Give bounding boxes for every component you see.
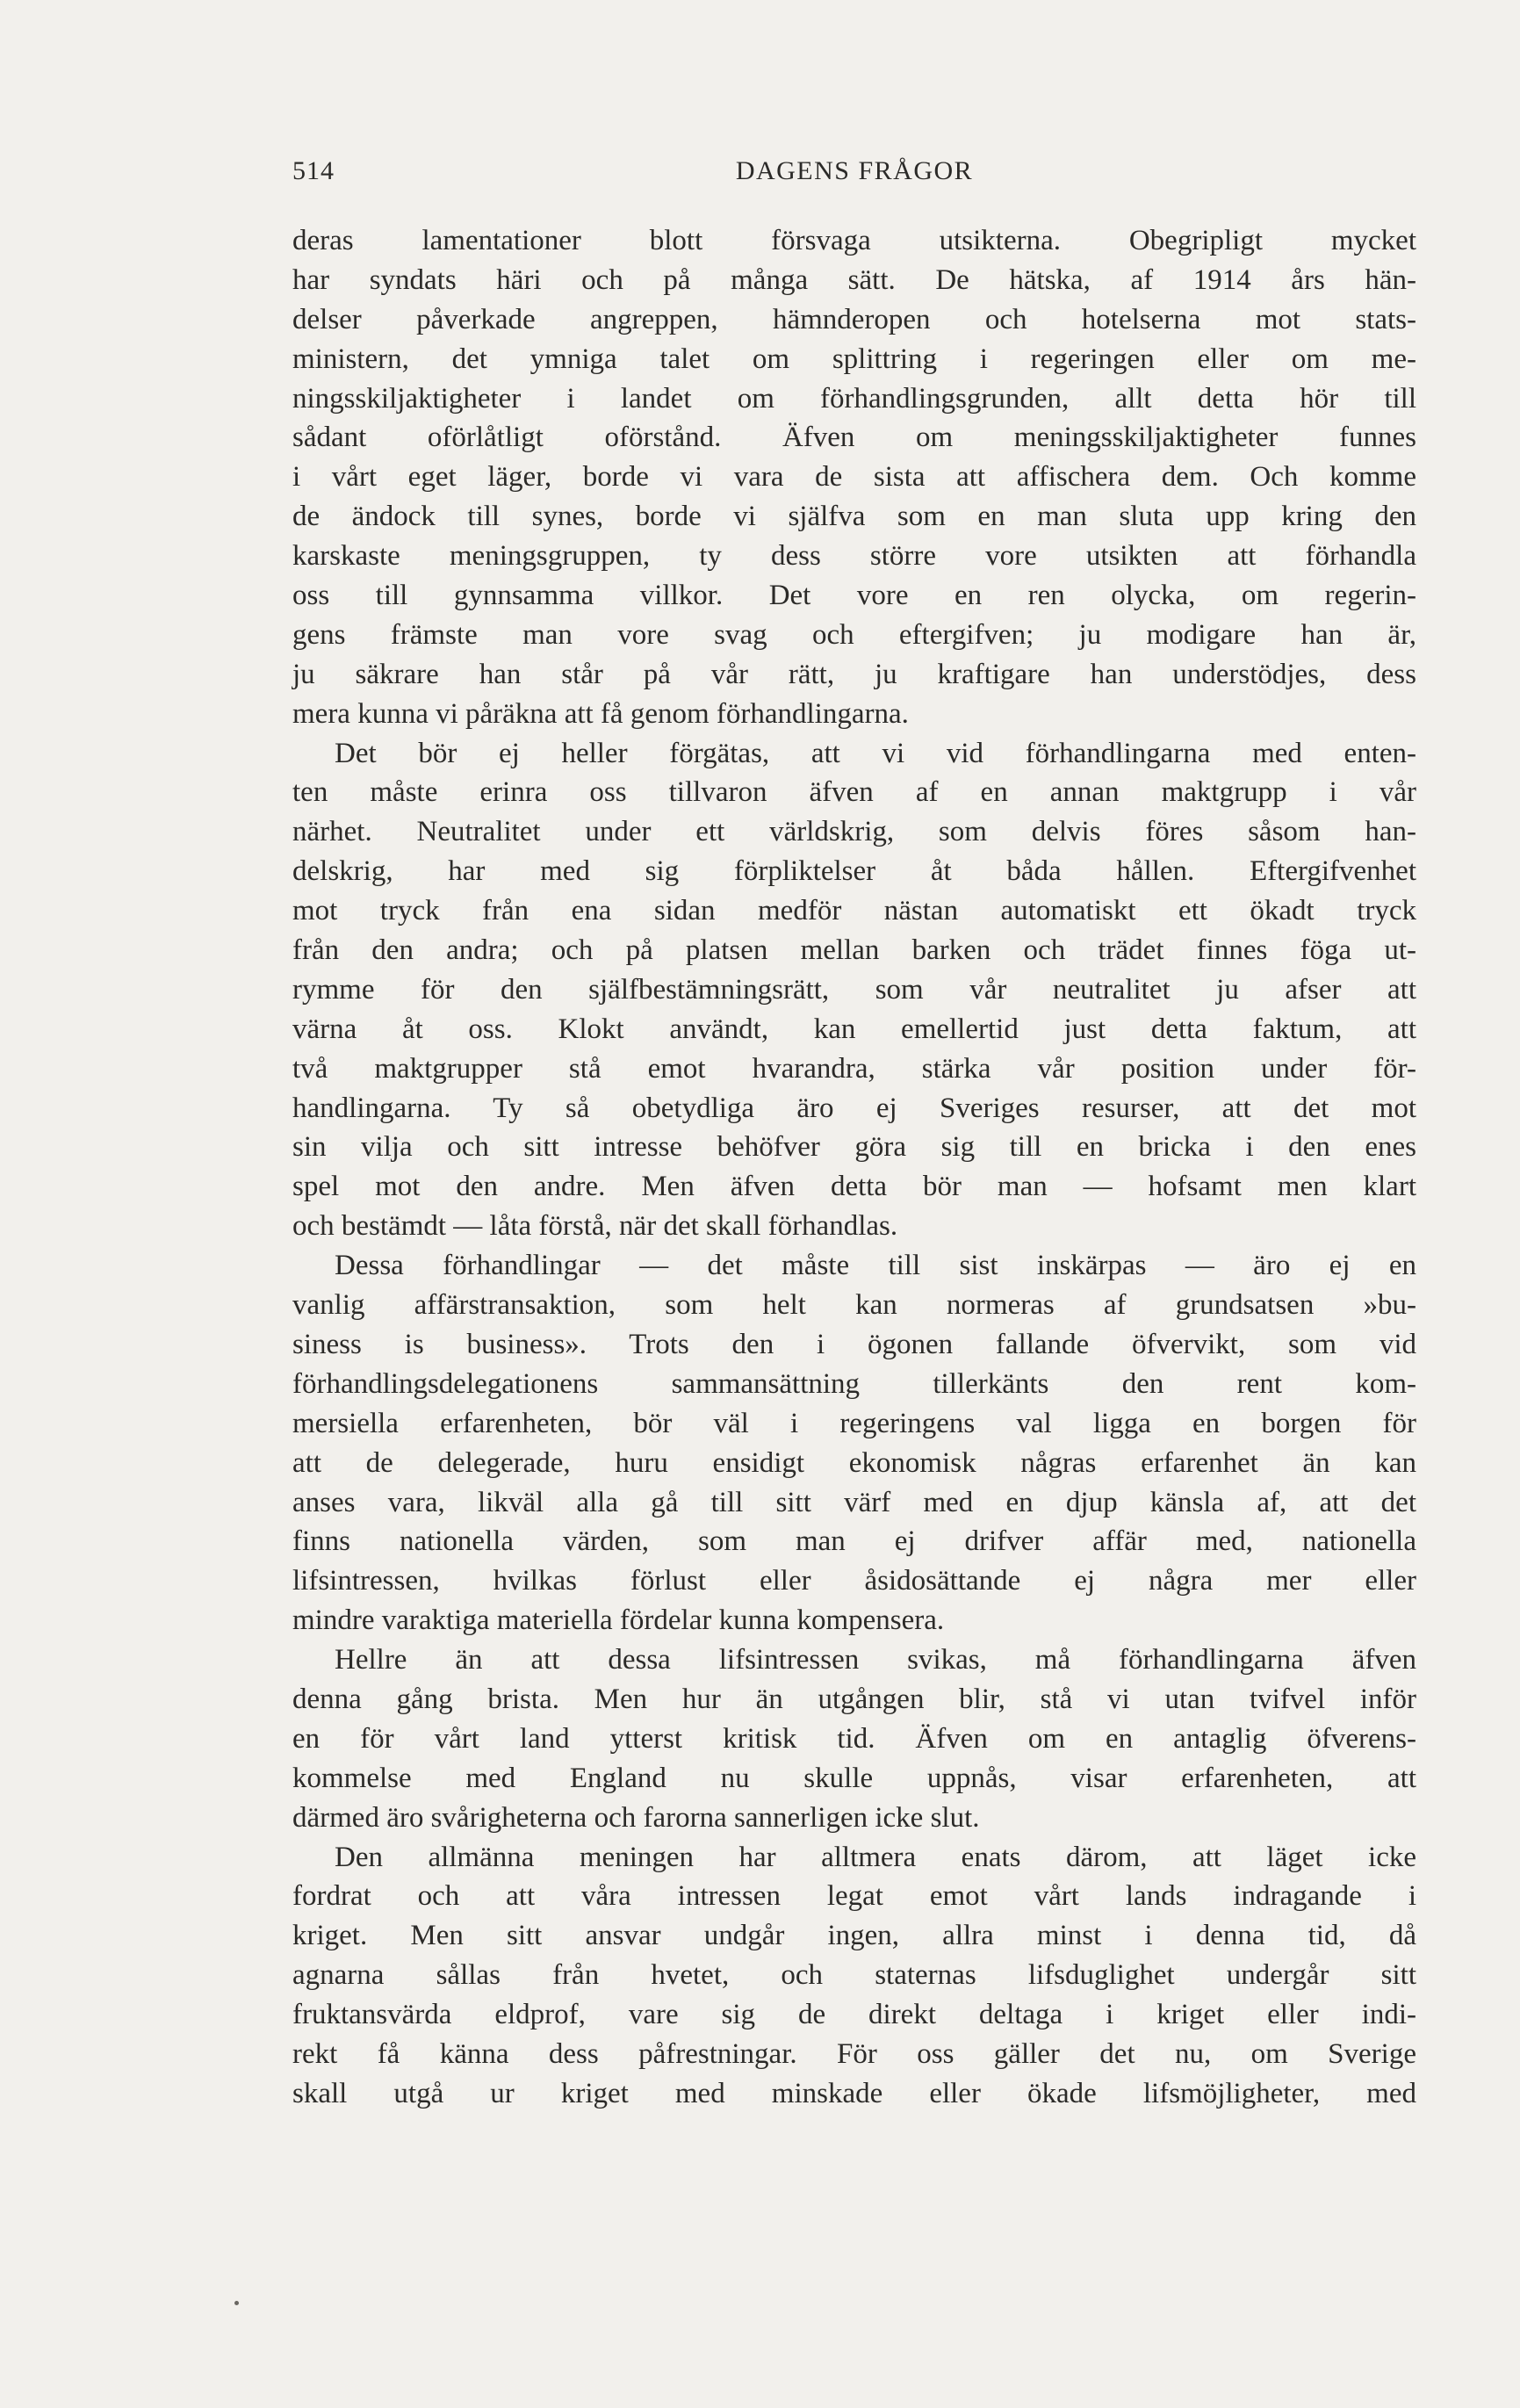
- text-line: kommelse med England nu skulle uppnås, visar erfarenheten, att: [292, 1762, 1416, 1794]
- text-line: Dessa förhandlingar — det måste till sist inskärpas — äro ej en: [335, 1250, 1416, 1282]
- text-line: sin vilja och sitt intresse behöfver göra sig till en bricka i den enes: [292, 1131, 1416, 1164]
- journal-title: DAGENS FRÅGOR: [735, 156, 974, 185]
- text-line: skall utgå ur kriget med minskade eller ökade lifsmöjligheter, med: [292, 2077, 1416, 2109]
- text-line: från den andra; och på platsen mellan barken och trädet finnes föga ut-: [292, 934, 1416, 967]
- text-line: vanlig affärstransaktion, som helt kan normeras af grundsatsen »bu-: [292, 1289, 1416, 1322]
- text-line: anses vara, likväl alla gå till sitt värf med en djup känsla af, att det: [292, 1486, 1416, 1518]
- print-speck: [234, 2301, 239, 2305]
- text-line: siness is business». Trots den i ögonen fallande öfvervikt, som vid: [292, 1328, 1416, 1360]
- text-line: en för vårt land ytterst kritisk tid. Äfven om en antaglig öfverens-: [292, 1722, 1416, 1755]
- text-line: därmed äro svårigheterna och farorna sannerligen icke slut.: [292, 1801, 980, 1834]
- text-line: delser påverkade angreppen, hämnderopen och hotelserna mot stats-: [292, 303, 1416, 335]
- text-line: fruktansvärda eldprof, vare sig de direkt deltaga i kriget eller indi-: [292, 1999, 1416, 2031]
- text-line: deras lamentationer blott försvaga utsikterna. Obegripligt mycket: [292, 225, 1416, 256]
- text-line: närhet. Neutralitet under ett världskrig, som delvis föres såsom han-: [292, 816, 1416, 848]
- text-line: handlingarna. Ty så obetydliga äro ej Sveriges resurser, att det mot: [292, 1092, 1416, 1124]
- running-head: [292, 156, 1416, 195]
- text-line: mot tryck från ena sidan medför nästan automatiskt ett ökadt tryck: [292, 895, 1416, 927]
- text-line: och bestämdt — låta förstå, när det skall förhandlas.: [292, 1210, 898, 1243]
- text-line: mersiella erfarenheten, bör väl i regeringens val ligga en borgen för: [292, 1407, 1416, 1439]
- text-line: oss till gynnsamma villkor. Det vore en ren olycka, om regerin-: [292, 580, 1416, 612]
- text-line: att de delegerade, huru ensidigt ekonomisk någras erfarenhet än kan: [292, 1446, 1416, 1479]
- text-line: spel mot den andre. Men äfven detta bör man — hofsamt men klart: [292, 1171, 1416, 1203]
- text-line: Den allmänna meningen har alltmera enats därom, att läget icke: [335, 1841, 1416, 1873]
- text-line: Det bör ej heller förgätas, att vi vid förhandlingarna med enten-: [335, 737, 1416, 769]
- text-line: förhandlingsdelegationens sammansättning tillerkänts den rent kom-: [292, 1367, 1416, 1400]
- text-line: rekt få känna dess påfrestningar. För oss gäller det nu, om Sverige: [292, 2037, 1416, 2070]
- text-line: agnarna sållas från hvetet, och staternas lifsduglighet undergår sitt: [292, 1959, 1416, 1992]
- body-text: [292, 221, 1416, 2114]
- text-line: delskrig, har med sig förpliktelser åt båda hållen. Eftergifvenhet: [292, 855, 1416, 888]
- text-line: Hellre än att dessa lifsintressen svikas, må förhandlingarna äfven: [335, 1644, 1416, 1676]
- text-line: finns nationella värden, som man ej drifver affär med, nationella: [292, 1525, 1416, 1558]
- text-line: värna åt oss. Klokt användt, kan emellertid just detta faktum, att: [292, 1013, 1416, 1045]
- text-line: kriget. Men sitt ansvar undgår ingen, allra minst i denna tid, då: [292, 1920, 1416, 1952]
- text-line: har syndats häri och på många sätt. De hätska, af 1914 års hän-: [292, 263, 1416, 296]
- text-line: ten måste erinra oss tillvaron äfven af en annan maktgrupp i vår: [292, 776, 1416, 809]
- text-line: fordrat och att våra intressen legat emot vårt lands indragande i: [292, 1880, 1416, 1913]
- text-line: mera kunna vi påräkna att få genom förhandlingarna.: [292, 697, 909, 730]
- text-line: ju säkrare han står på vår rätt, ju kraftigare han understödjes, dess: [292, 658, 1416, 690]
- text-line: karskaste meningsgruppen, ty dess större vore utsikten att förhandla: [292, 540, 1416, 573]
- text-line: denna gång brista. Men hur än utgången blir, stå vi utan tvifvel inför: [292, 1683, 1416, 1715]
- text-line: lifsintressen, hvilkas förlust eller åsidosättande ej några mer eller: [292, 1565, 1416, 1597]
- page-number: 514: [292, 156, 335, 185]
- text-line: sådant oförlåtligt oförstånd. Äfven om meningsskiljaktigheter funnes: [292, 422, 1416, 454]
- text-line: ministern, det ymniga talet om splittring i regeringen eller om me-: [292, 342, 1416, 375]
- text-line: rymme för den själfbestämningsrätt, som vår neutralitet ju afser att: [292, 973, 1416, 1006]
- text-line: i vårt eget läger, borde vi vara de sista att affischera dem. Och komme: [292, 461, 1416, 494]
- text-line: två maktgrupper stå emot hvarandra, stärka vår position under för-: [292, 1052, 1416, 1085]
- text-line: de ändock till synes, borde vi själfva som en man sluta upp kring den: [292, 501, 1416, 533]
- text-line: gens främste man vore svag och eftergifven; ju modigare han är,: [292, 618, 1416, 651]
- text-line: ningsskiljaktigheter i landet om förhandlingsgrunden, allt detta hör till: [292, 382, 1416, 415]
- text-line: mindre varaktiga materiella fördelar kunna kompensera.: [292, 1604, 945, 1637]
